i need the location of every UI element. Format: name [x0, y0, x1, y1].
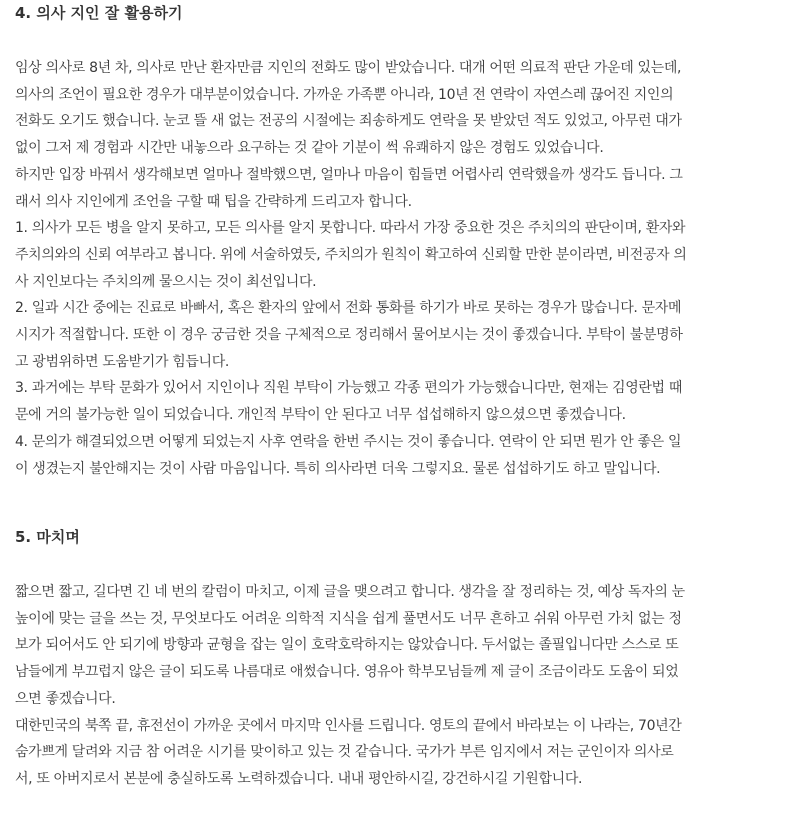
text-line: 높이에 맞는 글을 쓰는 것, 무엇보다도 어려운 의학적 지식을 쉽게 풀면서도 너무 흔하고 쉬워 아무런 가치 없는 정: [15, 610, 682, 627]
section-5-body: [15, 579, 780, 793]
section-title-5: 5. 마치며: [15, 528, 80, 546]
text-line: 1. 의사가 모든 병을 알지 못하고, 모든 의사를 알지 못합니다. 따라서 가장 중요한 것은 주치의의 판단이며, 환자와: [15, 220, 686, 237]
text-line: 사 지인보다는 주치의께 물으시는 것이 최선입니다.: [15, 273, 317, 290]
text-line: 전화도 오기도 했습니다. 눈코 뜰 새 없는 전공의 시절에는 죄송하게도 연락을 못 받았던 적도 있었고, 아무런 대가: [15, 113, 682, 130]
text-line: 남들에게 부끄럽지 않은 글이 되도록 나름대로 애썼습니다. 영유아 학부모님들께 제 글이 조금이라도 도움이 되었: [15, 664, 679, 681]
section-title-4: 4. 의사 지인 잘 활용하기: [15, 4, 183, 22]
text-line: 고 광범위하면 도움받기가 힘듭니다.: [15, 353, 230, 370]
text-line: 보가 되어서도 안 되기에 방향과 균형을 잡는 일이 호락호락하지는 않았습니다. 두서없는 졸필입니다만 스스로 또: [15, 637, 679, 654]
text-line: 래서 의사 지인에게 조언을 구할 때 팁을 간략하게 드리고자 합니다.: [15, 193, 412, 210]
text-line: 대한민국의 북쪽 끝, 휴전선이 가까운 곳에서 마지막 인사를 드립니다. 영토의 끝에서 바라보는 이 나라는, 70년간: [15, 717, 682, 734]
text-line: 의사의 조언이 필요한 경우가 대부분이었습니다. 가까운 가족뿐 아니라, 10년 전 연락이 자연스레 끊어진 지인의: [15, 86, 674, 103]
text-line: 임상 의사로 8년 차, 의사로 만난 환자만큼 지인의 전화도 많이 받았습니다. 대개 어떤 의료적 판단 가운데 있는데,: [15, 60, 682, 76]
text-line: 숨가쁘게 달려와 지금 참 어려운 시기를 맞이하고 있는 것 같습니다. 국가가 부른 임지에서 저는 군인이자 의사로: [15, 744, 674, 761]
text-line: 3. 과거에는 부탁 문화가 있어서 지인이나 직원 부탁이 가능했고 각종 편의가 가능했습니다만, 현재는 김영란법 때: [15, 380, 682, 397]
text-line: 4. 문의가 해결되었으면 어떻게 되었는지 사후 연락을 한번 주시는 것이 좋습니다. 연락이 안 되면 뭔가 안 좋은 일: [15, 433, 682, 450]
text-line: 없이 그저 제 경험과 시간만 내놓으라 요구하는 것 같아 기분이 썩 유쾌하지 않은 경험도 있었습니다.: [15, 140, 604, 157]
text-line: 주치의와의 신뢰 여부라고 봅니다. 위에 서술하였듯, 주치의가 원칙이 확고하여 신뢰할 만한 분이라면, 비전공자 의: [15, 246, 687, 263]
text-line: 하지만 입장 바꿔서 생각해보면 얼마나 절박했으면, 얼마나 마음이 힘들면 어렵사리 연락했을까 생각도 듭니다. 그: [15, 166, 683, 183]
text-line: 서, 또 아버지로서 본분에 충실하도록 노력하겠습니다. 내내 평안하시길, 강건하시길 기원합니다.: [15, 770, 583, 787]
text-line: 2. 일과 시간 중에는 진료로 바빠서, 혹은 환자의 앞에서 전화 통화를 하기가 바로 못하는 경우가 많습니다. 문자메: [15, 300, 682, 317]
text-line: 문에 거의 불가능한 일이 되었습니다. 개인적 부탁이 안 된다고 너무 섭섭해하지 않으셨으면 좋겠습니다.: [15, 407, 626, 424]
text-line: 이 생겼는지 불안해지는 것이 사람 마음입니다. 특히 의사라면 더욱 그렇지요. 물론 섭섭하기도 하고 말입니다.: [15, 460, 661, 477]
text-line: 으면 좋겠습니다.: [15, 690, 116, 707]
section-4-body: [15, 55, 780, 482]
text-line: 시지가 적절합니다. 또한 이 경우 궁금한 것을 구체적으로 정리해서 물어보시는 것이 좋겠습니다. 부탁이 불분명하: [15, 327, 683, 344]
text-line: 짧으면 짧고, 길다면 긴 네 번의 칼럼이 마치고, 이제 글을 맺으려고 합니다. 생각을 잘 정리하는 것, 예상 독자의 눈: [15, 584, 685, 600]
